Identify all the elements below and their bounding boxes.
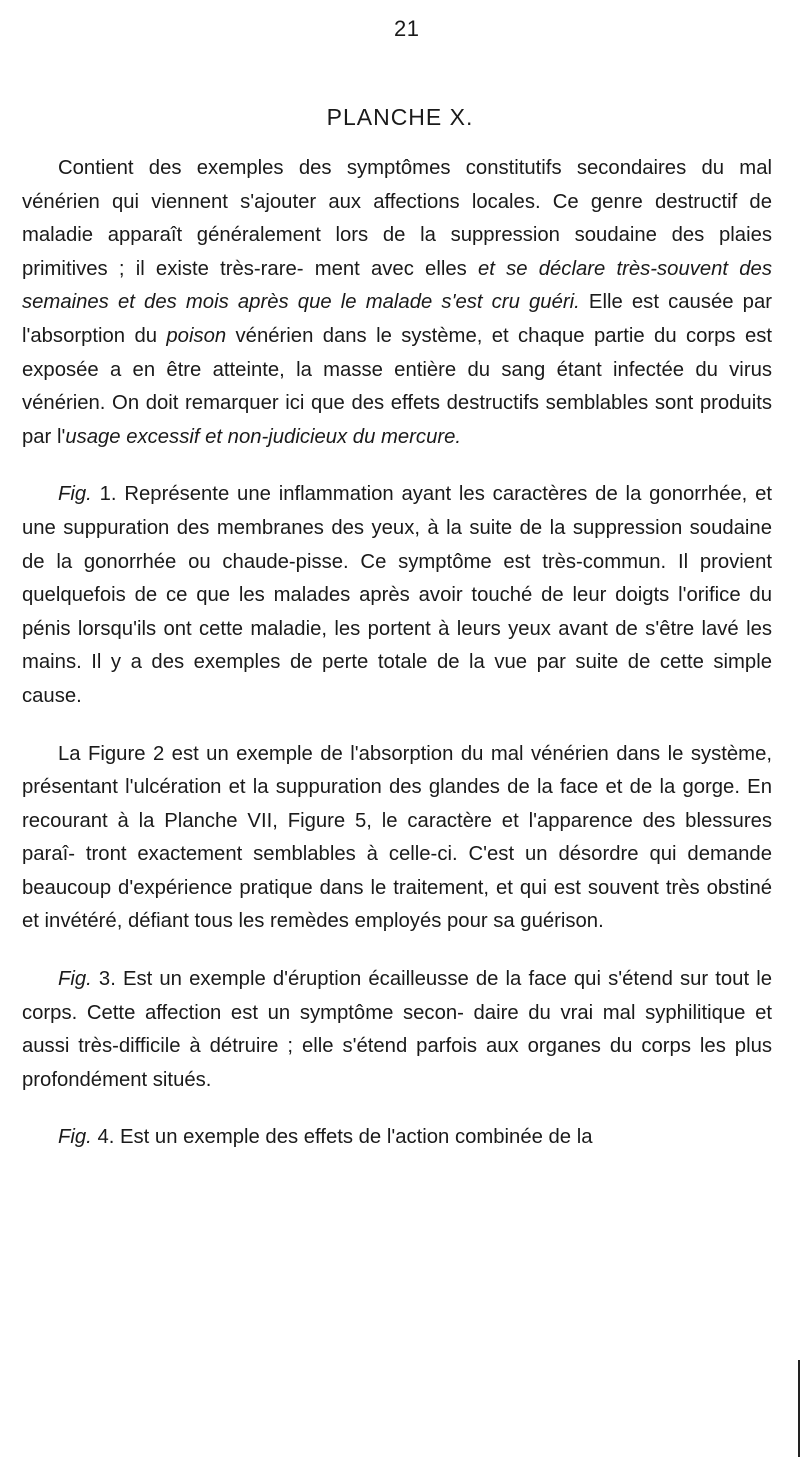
fig4-label: Fig. — [58, 1126, 92, 1149]
intro-paragraph — [22, 152, 772, 454]
fig3-text: 3. Est un exemple d'éruption écailleusse de la face qui s'étend sur tout le corps. Cette affection est un symptôme secon- daire du vrai mal syphilitique et aussi très-difficile à détruire ; elle s'étend parfois aux organes du corps les plus profondément situés. — [22, 968, 772, 1091]
fig4-paragraph — [22, 1121, 772, 1155]
intro-italic-1: et se déclare très-souvent des semaines et des mois après que le malade s'est cru guéri. — [22, 257, 772, 314]
fig4-text: 4. Est un exemple des effets de l'action combinée de la — [91, 1126, 593, 1149]
intro-text-2: Elle est causée par l'absorption du — [22, 291, 772, 347]
fig2-text: La Figure 2 est un exemple de l'absorption du mal vénérien dans le système, présentant l'ulcération et la suppuration des glandes de la face et de la gorge. En recourant à la Planche VII, Figure 5, le caractère et l'apparence des blessures paraî- tront exactement semblables à celle-ci. C'est un désordre qui demande beaucoup d'expérience pratique dans le traitement, et qui est souvent très obstiné et invétéré, défiant tous les remèdes employés pour sa guérison. — [22, 742, 772, 933]
intro-italic-2: poison — [166, 324, 227, 347]
body-text — [22, 152, 772, 1155]
fig3-paragraph — [22, 963, 772, 1097]
fig1-text: 1. Représente une inflammation ayant les caractères de la gonorrhée, et une suppuration des membranes des yeux, à la suite de la suppression soudaine de la gonorrhée ou chaude-pisse. Ce symptôme est très-commun. Il provient quelquefois de ce que les malades après avoir touché de leur doigts l'orifice du pénis lorsqu'ils ont cette maladie, les portent à leurs yeux avant de s'être lavé les mains. Il y a des exemples de perte totale de la vue par suite de cette simple cause. — [22, 483, 772, 707]
page-number: 21 — [394, 16, 420, 41]
fig2-paragraph — [22, 738, 772, 940]
intro-italic-3: usage excessif et non-judicieux du mercure. — [65, 425, 462, 448]
fig1-label: Fig. — [58, 483, 92, 506]
fig1-paragraph — [22, 478, 772, 713]
intro-text-3: vénérien dans le système, et chaque partie du corps est exposée a en être atteinte, la masse entière du sang étant infectée du virus vénérien. On doit remarquer ici que des effets destructifs semblables sont produits par l' — [22, 324, 773, 448]
intro-text-1: Contient des exemples des symptômes constitutifs secondaires du mal vénérien qui viennent s'ajouter aux affections locales. Ce genre destructif de maladie apparaît généralement lors de la suppression soudaine des plaies primitives ; il existe très-rare- ment avec elles — [22, 157, 772, 280]
fig3-label: Fig. — [58, 968, 92, 991]
plate-title: PLANCHE X. — [326, 104, 474, 130]
